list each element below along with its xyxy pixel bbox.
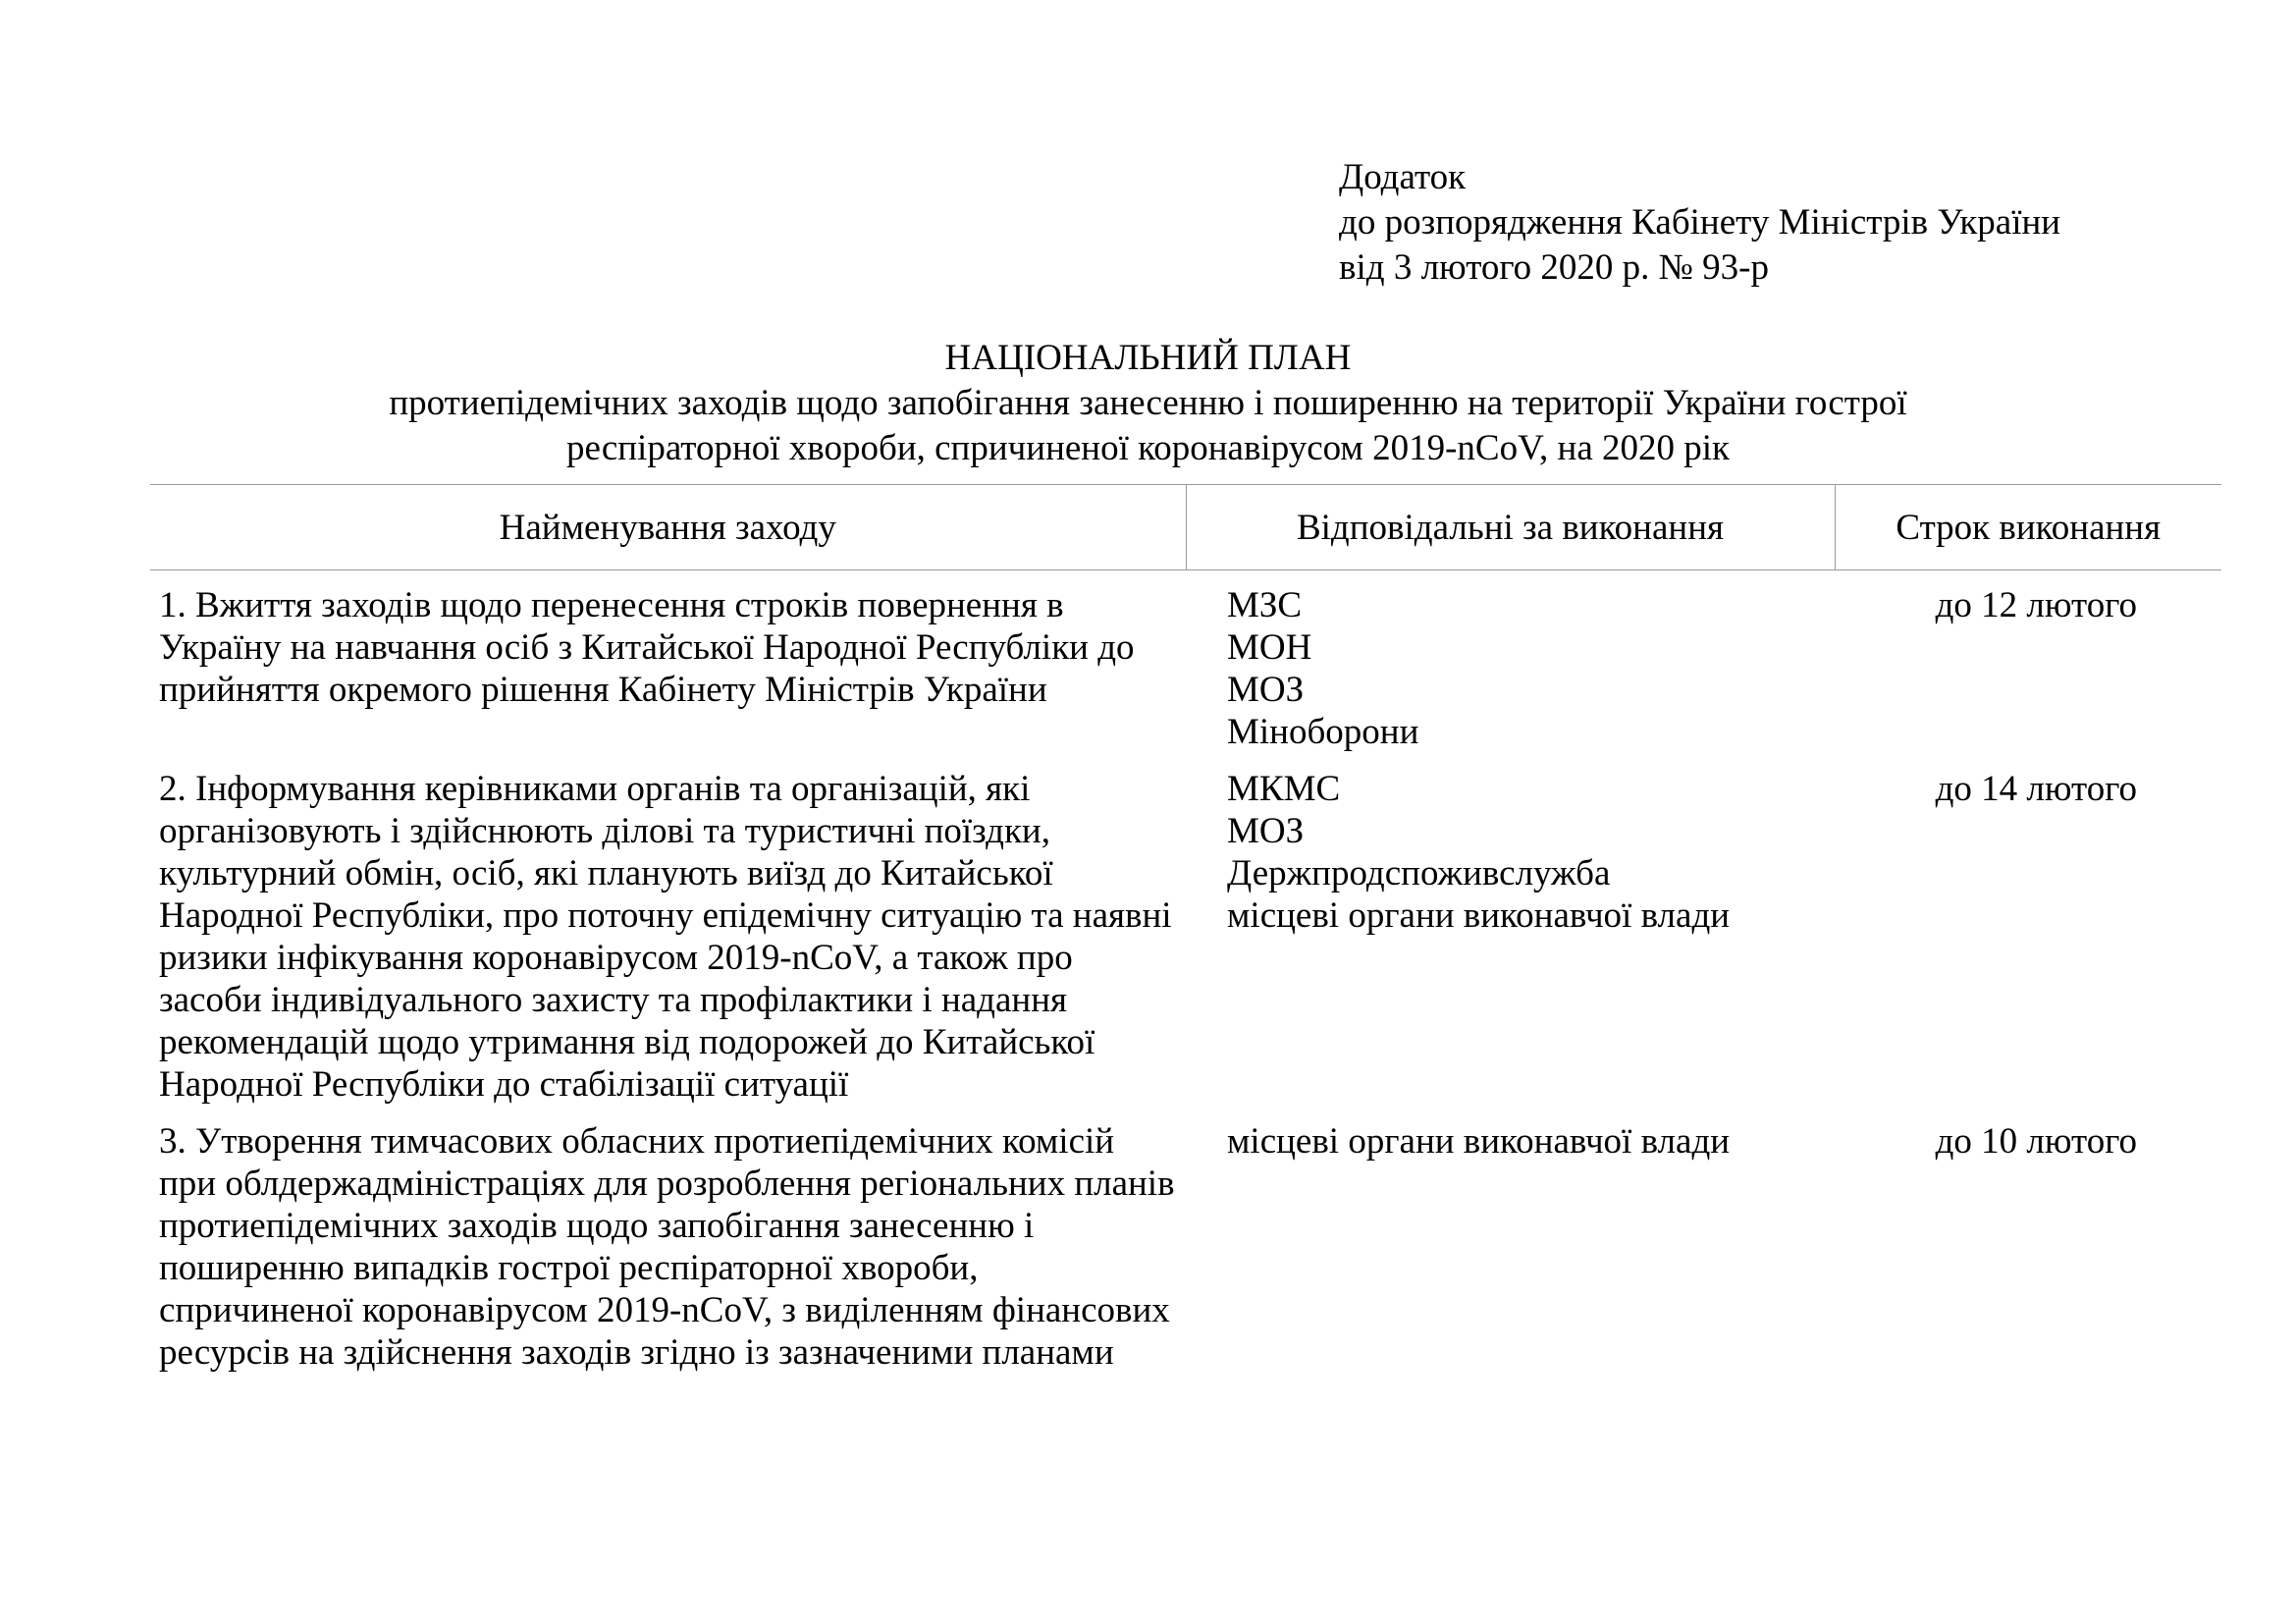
term-cell: до 12 лютого [1935, 585, 2137, 625]
header-term: Строк виконання [1835, 485, 2221, 570]
measure-text: 2. Інформування керівниками органів та організацій, які організовують і здійснюють ділові та туристичні поїздки, культурний обмін, осіб, які планують виїзд до Китайської Народної Республіки, про поточну епідемічну ситуацію та наявні ризики інфікування коронавірусом 2019-nCoV, а також про засоби індивідуального захисту та профілактики і надання рекомендацій щодо утримання від подорожей до Китайської Народної Республіки до стабілізації ситуації [159, 769, 1172, 1105]
annex-block [1339, 155, 2060, 291]
responsible-item: МКМС [1227, 769, 1341, 809]
responsible-item: МОЗ [1227, 811, 1305, 851]
annex-label: Додаток [1339, 157, 1467, 197]
responsible-item: місцеві органи виконавчої влади [1227, 895, 1731, 936]
table-header-row [150, 485, 2221, 570]
responsible-item: місцеві органи виконавчої влади [1227, 1121, 1731, 1162]
responsible-cell [1186, 1120, 1835, 1388]
header-measure: Найменування заходу [150, 485, 1186, 570]
table-row [150, 570, 2221, 769]
measure-text: 1. Вжиття заходів щодо перенесення строків повернення в Україну на навчання осіб з Китайської Народної Республіки до прийняття окремого рішення Кабінету Міністрів України [159, 585, 1135, 710]
table-row [150, 768, 2221, 1120]
measure-text: 3. Утворення тимчасових обласних протиепідемічних комісій при облдержадміністраціях для розроблення регіональних планів протиепідемічних заходів щодо запобігання занесенню і поширенню випадків гострої респіраторної хвороби, спричиненої коронавірусом 2019-nCoV, з виділенням фінансових ресурсів на здійснення заходів згідно із зазначеними планами [159, 1121, 1175, 1373]
term-cell: до 14 лютого [1935, 769, 2137, 809]
plan-heading: НАЦІОНАЛЬНИЙ ПЛАН [944, 338, 1352, 378]
responsible-cell [1186, 768, 1835, 1120]
annex-reference: до розпорядження Кабінету Міністрів України [1339, 202, 2061, 243]
measure-cell [150, 768, 1186, 1120]
header-responsible: Відповідальні за виконання [1186, 485, 1835, 570]
responsible-cell [1186, 570, 1835, 769]
title-block [0, 336, 2296, 471]
annex-date: від 3 лютого 2020 р. № 93-р [1339, 247, 1770, 288]
plan-subtitle-line-1: протиепідемічних заходів щодо запобігання занесенню і поширенню на території України гострої [389, 383, 1907, 423]
responsible-item: Міноборони [1227, 712, 1419, 752]
responsible-item: МОЗ [1227, 670, 1305, 710]
term-cell: до 10 лютого [1935, 1121, 2137, 1162]
measures-table [150, 484, 2221, 1388]
measure-cell [150, 1120, 1186, 1388]
plan-subtitle-line-2: респіраторної хвороби, спричиненої коронавірусом 2019-nCoV, на 2020 рік [565, 428, 1731, 468]
measure-cell [150, 570, 1186, 769]
responsible-item: МОН [1227, 627, 1312, 668]
table-row [150, 1120, 2221, 1388]
responsible-item: МЗС [1227, 585, 1303, 625]
responsible-item: Держпродспоживслужба [1227, 853, 1611, 893]
